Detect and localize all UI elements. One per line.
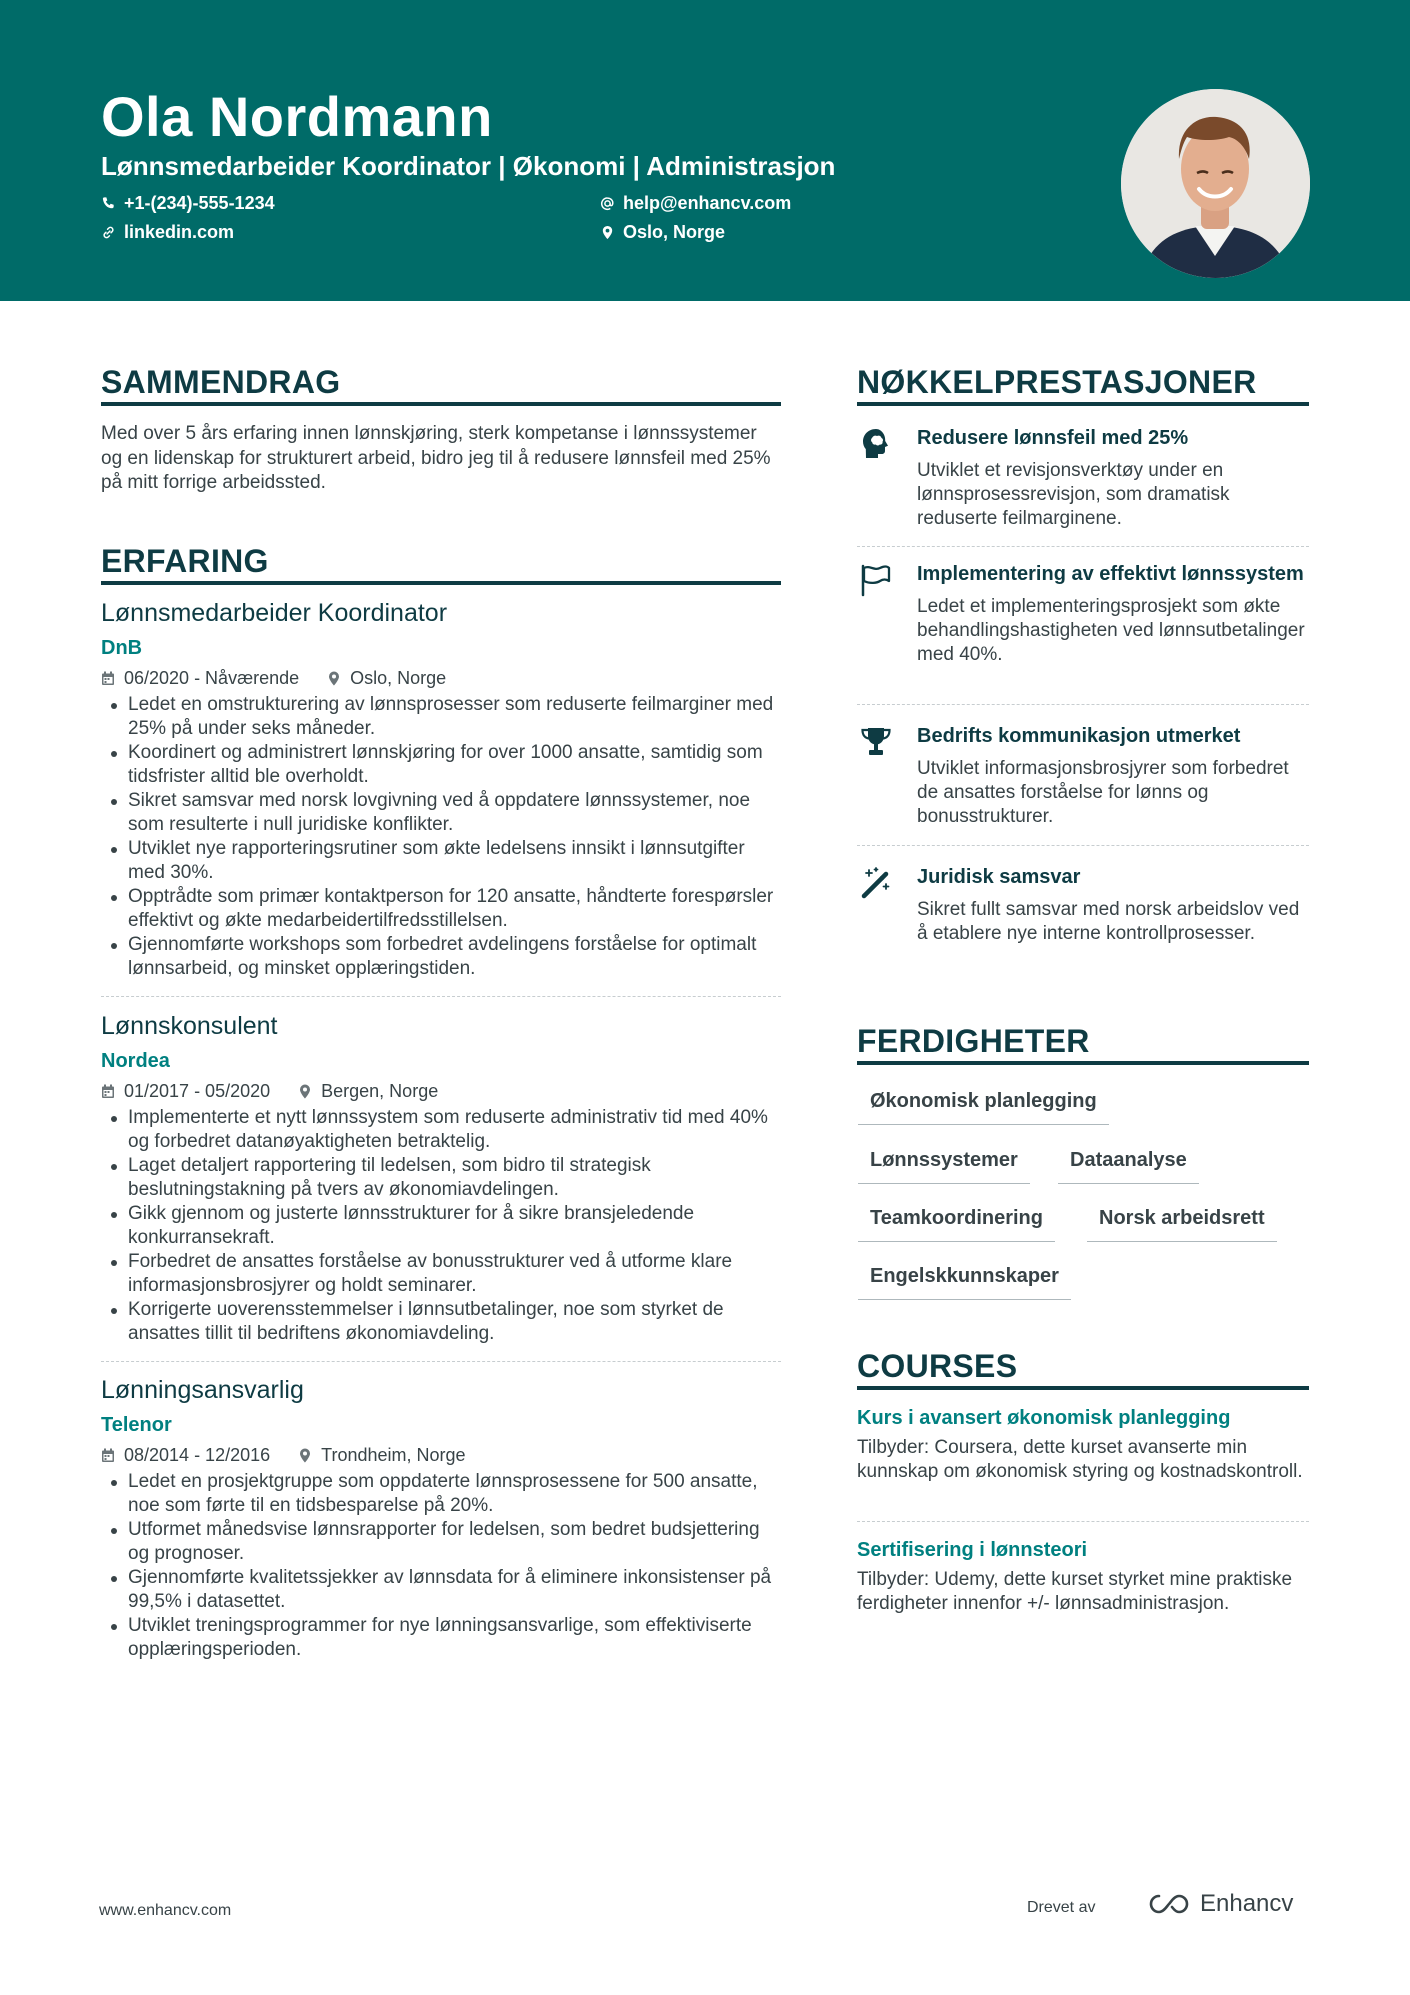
divider [857, 1521, 1309, 1522]
enhancv-infinity-icon [1146, 1892, 1192, 1916]
link-icon [101, 225, 116, 240]
skills-rule [857, 1061, 1309, 1065]
summary-text: Med over 5 års erfaring innen lønnskjøring, sterk kompetanse i lønnssystemer og en lidenskap for strukturert arbeid, bidro jeg til å redusere lønnsfeil med 25% på mitt forrige arbeidssted. [101, 423, 771, 493]
location-text: Oslo, Norge [623, 222, 726, 242]
job-bullet: Gjennomførte workshops som forbedret avdelingens forståelse for optimalt lønnsarbeid, og minsket opplæringstiden. [101, 933, 781, 981]
job-dates: 06/2020 - Nåværende [124, 668, 300, 688]
job-dates: 01/2017 - 05/2020 [124, 1081, 271, 1101]
footer-website[interactable]: www.enhancv.com [99, 1902, 232, 1919]
divider [857, 704, 1309, 705]
job-location: Trondheim, Norge [321, 1445, 466, 1465]
achievement-title: Implementering av effektivt lønnssystem [917, 563, 1304, 585]
calendar-icon [101, 1448, 115, 1463]
skill-tag: Engelskkunnskaper [858, 1263, 1071, 1300]
job-meta [101, 667, 781, 689]
job-entry [101, 1374, 781, 1662]
job-bullet: Utviklet nye rapporteringsrutiner som økte ledelsens innsikt i lønnsutgifter med 30%. [101, 837, 781, 885]
skill-tag: Teamkoordinering [858, 1205, 1055, 1242]
summary-rule [101, 402, 781, 406]
at-sign-icon [600, 196, 615, 211]
divider [101, 996, 781, 997]
job-location: Bergen, Norge [321, 1081, 439, 1101]
job-bullet: Korrigerte uoverensstemmelser i lønnsutbetalinger, noe som styrket de ansattes tillit til bedriftens økonomiavdeling. [101, 1298, 781, 1346]
achievement-item [857, 723, 1309, 829]
phone-contact[interactable] [101, 193, 275, 214]
header-banner [0, 0, 1410, 301]
profile-photo [1121, 89, 1310, 278]
job-meta [101, 1444, 781, 1466]
course-desc: Tilbyder: Coursera, dette kurset avanserte min kunnskap om økonomisk styring og kostnadskontroll. [857, 1437, 1303, 1482]
footer-powered-by: Drevet av [1027, 1899, 1096, 1916]
job-title: Lønningsansvarlig [101, 1376, 304, 1404]
job-location: Oslo, Norge [350, 668, 447, 688]
trophy-icon [859, 725, 893, 759]
divider [101, 1361, 781, 1362]
linkedin-contact[interactable] [101, 222, 234, 243]
skill-tag: Norsk arbeidsrett [1087, 1205, 1277, 1242]
candidate-title: Lønnsmedarbeider Koordinator | Økonomi | Administrasjon [101, 151, 836, 181]
magic-wand-icon [859, 866, 893, 900]
flag-icon [859, 563, 893, 597]
calendar-icon [101, 671, 115, 686]
job-bullet: Gjennomførte kvalitetssjekker av lønnsdata for å eliminere inkonsistenser på 99,5% i datasettet. [101, 1566, 781, 1614]
courses-heading: COURSES [857, 1348, 1018, 1384]
achievements-rule [857, 402, 1309, 406]
course-title: Kurs i avansert økonomisk planlegging [857, 1407, 1231, 1429]
job-meta [101, 1080, 781, 1102]
achievement-desc: Sikret fullt samsvar med norsk arbeidslov ved å etablere nye interne kontrollprosesser. [917, 899, 1300, 944]
job-bullet: Forbedret de ansattes forståelse av bonusstrukturer ved å utforme klare informasjonsbrosjyrer og holdt seminarer. [101, 1250, 781, 1298]
phone-text: +1-(234)-555-1234 [124, 193, 275, 213]
enhancv-wordmark: Enhancv [1200, 1890, 1294, 1917]
job-company: Telenor [101, 1414, 172, 1436]
achievement-title: Juridisk samsvar [917, 866, 1081, 888]
phone-icon [101, 196, 116, 211]
achievement-desc: Ledet et implementeringsprosjekt som økte behandlingshastigheten ved lønnsutbetalinger med 40%. [917, 596, 1305, 665]
email-contact[interactable] [600, 193, 791, 214]
job-entry [101, 597, 781, 981]
job-bullet: Ledet en prosjektgruppe som oppdaterte lønnsprosessene for 500 ansatte, noe som førte til en tidsbesparelse på 20%. [101, 1470, 781, 1518]
location-pin-icon [298, 1448, 312, 1463]
achievement-item [857, 561, 1309, 667]
job-bullet: Gikk gjennom og justerte lønnsstrukturer for å sikre bransjeledende konkurransekraft. [101, 1202, 781, 1250]
achievement-item [857, 864, 1309, 946]
job-bullet: Utformet månedsvise lønnsrapporter for ledelsen, som bedret budsjettering og prognoser. [101, 1518, 781, 1566]
skill-tag: Lønnssystemer [858, 1147, 1030, 1184]
achievement-item [857, 425, 1309, 531]
skill-tag: Dataanalyse [1058, 1147, 1199, 1184]
job-bullet: Laget detaljert rapportering til ledelsen, som bidro til strategisk beslutningstakning på tvers av økonomiavdelingen. [101, 1154, 781, 1202]
calendar-icon [101, 1084, 115, 1099]
location-contact [600, 222, 725, 243]
achievement-title: Bedrifts kommunikasjon utmerket [917, 725, 1241, 747]
email-text: help@enhancv.com [623, 193, 792, 213]
achievement-desc: Utviklet informasjonsbrosjyrer som forbedret de ansattes forståelse for lønns og bonusstrukturer. [917, 758, 1289, 827]
job-bullets [101, 693, 781, 981]
achievement-desc: Utviklet et revisjonsverktøy under en lønnsprosessrevisjon, som dramatisk reduserte feilmarginene. [917, 460, 1230, 529]
enhancv-logo[interactable] [1146, 1890, 1293, 1918]
job-bullets [101, 1106, 781, 1346]
job-bullet: Ledet en omstrukturering av lønnsprosesser som reduserte feilmarginer med 25% på under seks måneder. [101, 693, 781, 741]
job-title: Lønnsmedarbeider Koordinator [101, 599, 448, 627]
job-bullet: Utviklet treningsprogrammer for nye lønningsansvarlige, som effektiviserte opplæringsperioden. [101, 1614, 781, 1662]
skill-tag: Økonomisk planlegging [858, 1088, 1109, 1125]
courses-rule [857, 1386, 1309, 1390]
job-bullet: Sikret samsvar med norsk lovgivning ved å oppdatere lønnssystemer, noe som resulterte i null juridiske konflikter. [101, 789, 781, 837]
experience-heading: ERFARING [101, 543, 269, 579]
job-bullets [101, 1470, 781, 1662]
location-pin-icon [327, 671, 341, 686]
location-pin-icon [600, 225, 615, 240]
job-company: Nordea [101, 1050, 170, 1072]
job-bullet: Implementerte et nytt lønnssystem som reduserte administrativ tid med 40% og forbedret datanøyaktigheten betraktelig. [101, 1106, 781, 1154]
skills-heading: FERDIGHETER [857, 1023, 1090, 1059]
job-bullet: Koordinert og administrert lønnskjøring for over 1000 ansatte, samtidig som tidsfrister alltid ble overholdt. [101, 741, 781, 789]
job-bullet: Opptrådte som primær kontaktperson for 120 ansatte, håndterte forespørsler effektivt og økte medarbeidertilfredsstillelsen. [101, 885, 781, 933]
linkedin-text: linkedin.com [124, 222, 235, 242]
course-title: Sertifisering i lønnsteori [857, 1539, 1088, 1561]
achievement-title: Redusere lønnsfeil med 25% [917, 427, 1189, 449]
summary-heading: SAMMENDRAG [101, 364, 341, 400]
job-entry [101, 1010, 781, 1346]
divider [857, 845, 1309, 846]
avatar-portrait [1121, 89, 1310, 278]
course-desc: Tilbyder: Udemy, dette kurset styrket mine praktiske ferdigheter innenfor +/- lønnsadministrasjon. [857, 1569, 1293, 1614]
divider [857, 546, 1309, 547]
achievements-heading: NØKKELPRESTASJONER [857, 364, 1257, 400]
job-title: Lønnskonsulent [101, 1012, 278, 1040]
head-brain-icon [859, 427, 893, 461]
job-company: DnB [101, 637, 143, 659]
experience-rule [101, 581, 781, 585]
location-pin-icon [298, 1084, 312, 1099]
job-dates: 08/2014 - 12/2016 [124, 1445, 271, 1465]
candidate-name: Ola Nordmann [101, 85, 493, 148]
